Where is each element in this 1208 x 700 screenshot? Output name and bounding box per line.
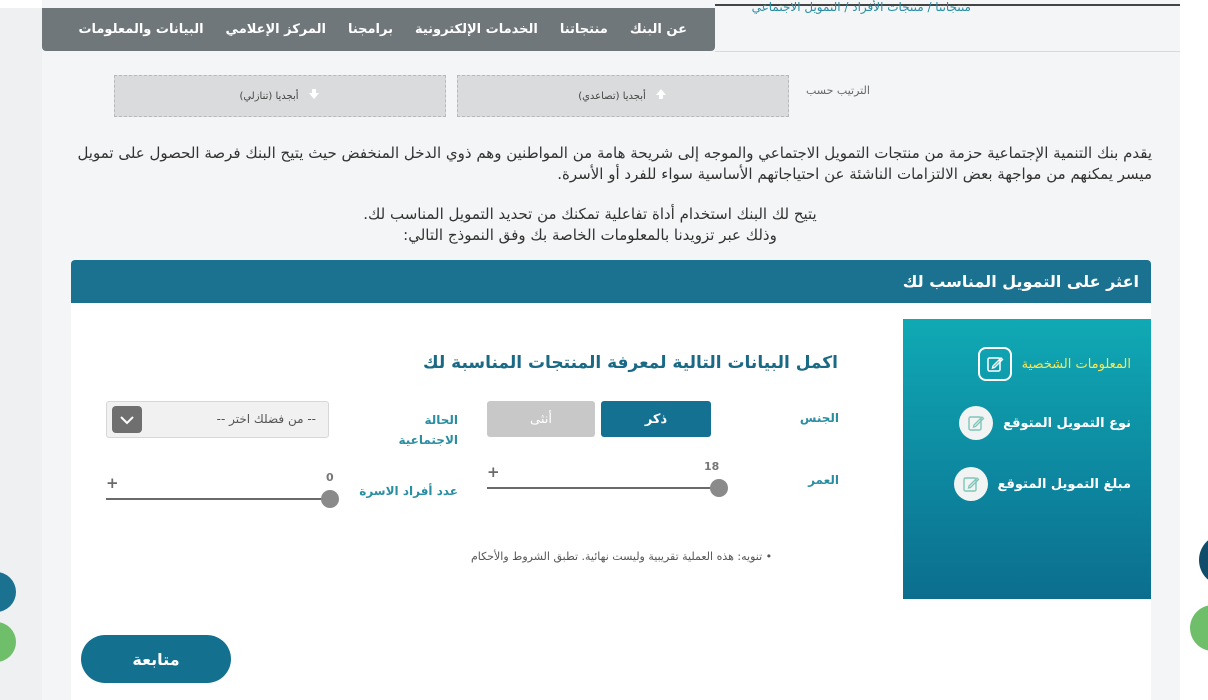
continue-button[interactable]: متابعة bbox=[81, 635, 231, 683]
disclaimer-note: • تنويه: هذه العملية تقريبية وليست نهائية. تطبق الشروط والأحكام bbox=[471, 550, 773, 563]
page-right-margin bbox=[1180, 0, 1208, 700]
nav-data-info[interactable]: البيانات والمعلومات bbox=[78, 22, 204, 37]
nav-e-services[interactable]: الخدمات الإلكترونية bbox=[414, 22, 538, 37]
step-finance-type[interactable] bbox=[959, 406, 1131, 440]
age-slider-track bbox=[487, 487, 719, 489]
finance-finder-title: اعثر على التمويل المناسب لك bbox=[71, 260, 1151, 303]
breadcrumb[interactable]: منتجاتنا / منتجات الأفراد / التمويل الاجتماعي bbox=[751, 0, 971, 14]
intro-paragraph: يقدم بنك التنمية الإجتماعية حزمة من منتجات التمويل الاجتماعي والموجه إلى شريحة هامة من المواطنين وهم ذوي الدخل المنخفض حيث يتيح البنك فرصة الحصول على تمويل ميسر يمكنهم من مواجهة بعض الالتزامات الناشئة عن احتياجاتهم الأساسية سواء للفرد أو الأسرة. bbox=[77, 144, 1152, 183]
family-size-slider-thumb[interactable] bbox=[321, 490, 339, 508]
sort-descending-label: أبجديا (تنازلي) bbox=[239, 90, 299, 102]
nav-media-center[interactable]: المركز الإعلامي bbox=[225, 22, 326, 37]
sort-descending-button[interactable] bbox=[114, 75, 446, 117]
family-size-label: عدد أفراد الاسرة bbox=[359, 484, 458, 498]
intro-instructions bbox=[300, 204, 880, 246]
edit-icon bbox=[959, 406, 993, 440]
sort-ascending-button[interactable] bbox=[457, 75, 789, 117]
family-size-value: 0 bbox=[326, 471, 334, 484]
age-slider[interactable] bbox=[487, 478, 719, 498]
intro-line-2: وذلك عبر تزويدنا بالمعلومات الخاصة بك وفق النموذج التالي: bbox=[403, 226, 777, 244]
gender-male-option[interactable]: ذكر bbox=[601, 401, 711, 437]
age-value: 18 bbox=[704, 460, 720, 473]
age-plus-icon[interactable]: + bbox=[487, 463, 500, 481]
step-personal-info-label: المعلومات الشخصية bbox=[1021, 356, 1131, 372]
edit-icon bbox=[978, 347, 1012, 381]
steps-panel bbox=[903, 319, 1151, 599]
step-personal-info[interactable] bbox=[978, 347, 1131, 381]
sort-label: الترتيب حسب bbox=[806, 84, 870, 97]
arrow-down-icon bbox=[307, 87, 321, 105]
nav-products[interactable]: منتجاتنا bbox=[559, 22, 608, 37]
marital-status-placeholder: -- من فضلك اختر -- bbox=[216, 412, 316, 426]
age-slider-thumb[interactable] bbox=[710, 479, 728, 497]
marital-status-label: الحالة الاجتماعية bbox=[398, 413, 458, 447]
age-label: العمر bbox=[808, 473, 839, 487]
step-finance-amount[interactable] bbox=[954, 467, 1132, 501]
finance-finder-card bbox=[71, 260, 1151, 700]
gender-label: الجنس bbox=[799, 411, 839, 425]
floating-action-left-bottom[interactable] bbox=[0, 622, 16, 662]
nav-programs[interactable]: برامجنا bbox=[347, 22, 393, 37]
floating-action-left-top[interactable] bbox=[0, 572, 16, 612]
main-navbar bbox=[42, 8, 715, 51]
form-title: اكمل البيانات التالية لمعرفة المنتجات المناسبة لك bbox=[423, 353, 838, 373]
family-size-plus-icon[interactable]: + bbox=[106, 474, 119, 492]
intro-line-1: يتيح لك البنك استخدام أداة تفاعلية تمكنك من تحديد التمويل المناسب لك. bbox=[363, 205, 817, 223]
family-size-slider-track bbox=[106, 498, 330, 500]
sort-ascending-label: أبجديا (تصاعدي) bbox=[578, 90, 646, 102]
step-finance-type-label: نوع التمويل المتوقع bbox=[1003, 415, 1131, 431]
arrow-up-icon bbox=[654, 87, 668, 105]
breadcrumb-divider bbox=[715, 51, 1180, 52]
edit-icon bbox=[954, 467, 988, 501]
marital-status-select[interactable] bbox=[106, 401, 329, 438]
step-finance-amount-label: مبلغ التمويل المتوقع bbox=[997, 476, 1131, 492]
gender-female-option[interactable]: أنثى bbox=[487, 401, 595, 437]
family-size-slider[interactable] bbox=[106, 489, 330, 509]
nav-about-bank[interactable]: عن البنك bbox=[629, 22, 687, 37]
chevron-down-icon bbox=[112, 406, 142, 433]
